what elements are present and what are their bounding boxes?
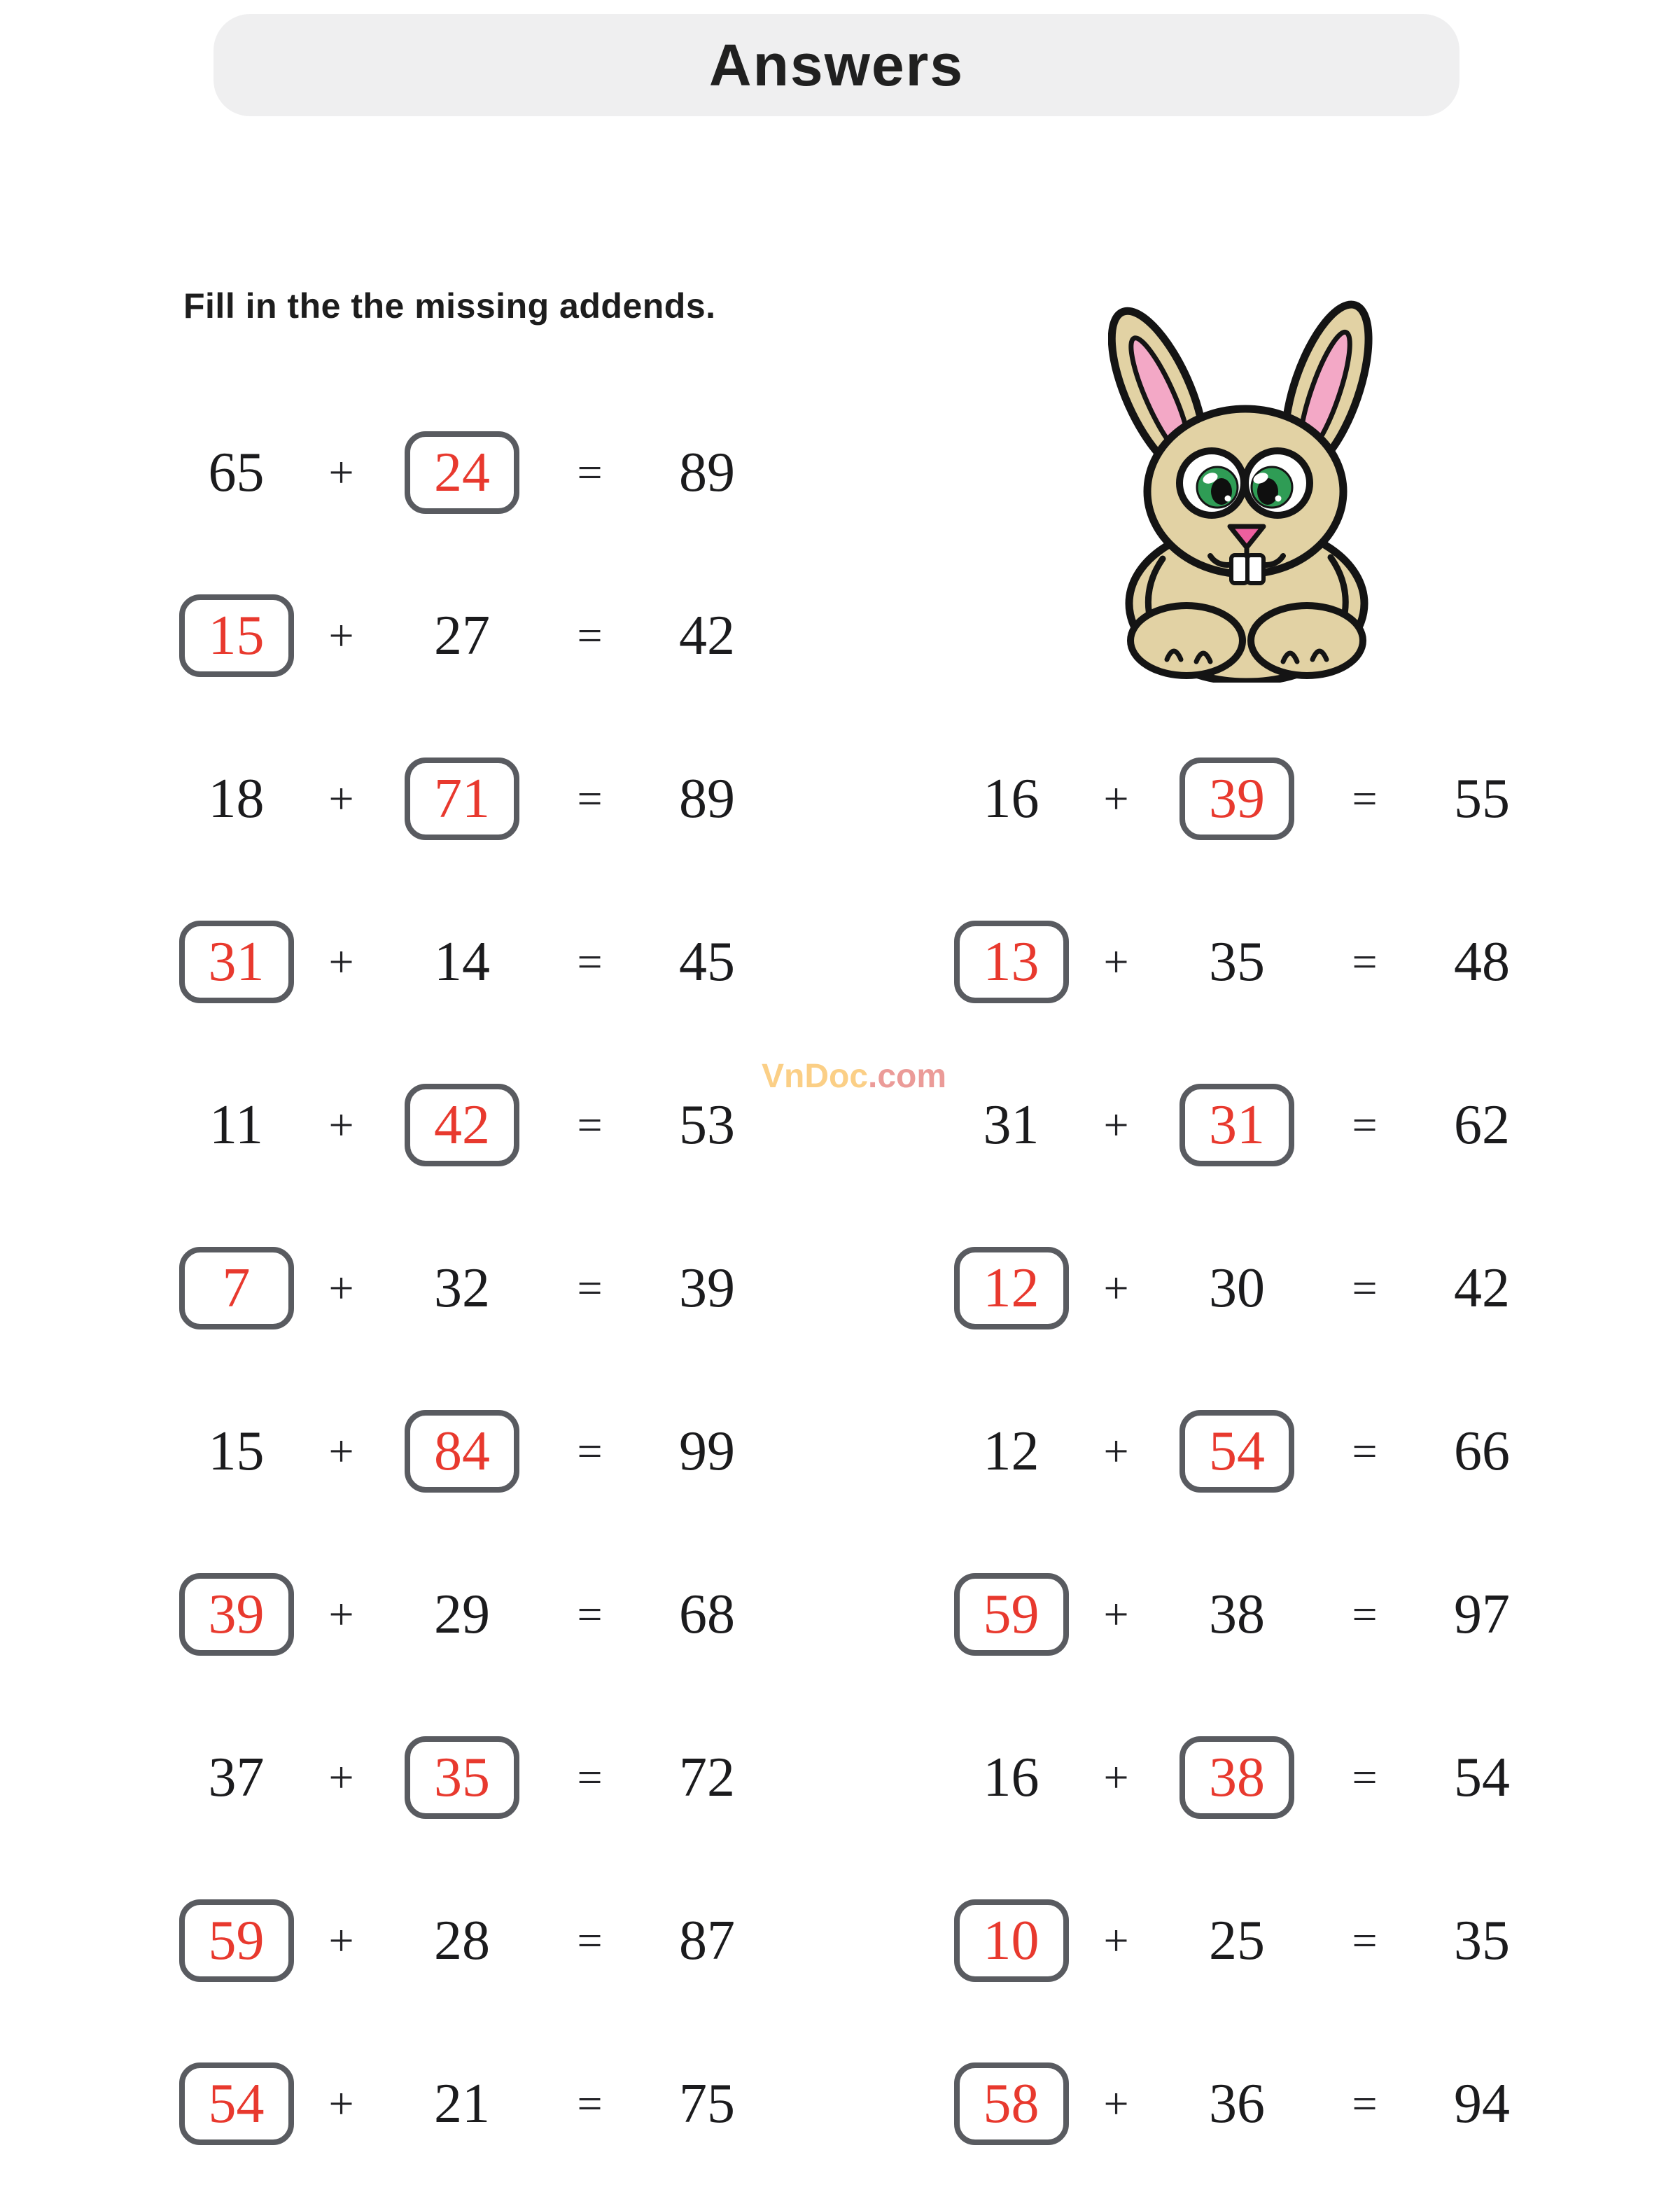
missing-addend-cell xyxy=(946,1573,1076,1656)
missing-addend-value: 7 xyxy=(222,1257,251,1319)
addend-second: 38 xyxy=(1209,1583,1265,1645)
title-banner xyxy=(214,14,1460,116)
plus-sign: + xyxy=(1103,773,1129,823)
sum-value: 87 xyxy=(679,1909,735,1971)
sum-value: 94 xyxy=(1454,2072,1510,2135)
missing-addend-value: 15 xyxy=(208,604,265,666)
sum-value: 35 xyxy=(1454,1909,1510,1971)
sum-value: 39 xyxy=(679,1257,735,1319)
sum-value: 62 xyxy=(1454,1094,1510,1156)
missing-addend-box xyxy=(179,594,294,677)
equation-row xyxy=(172,391,777,554)
plus-sign: + xyxy=(1103,1425,1129,1476)
missing-addend-value: 39 xyxy=(1209,767,1265,830)
missing-addend-box xyxy=(405,1736,519,1819)
addend-second: 35 xyxy=(1209,930,1265,993)
plus-sign: + xyxy=(1103,1262,1129,1313)
missing-addend-value: 59 xyxy=(208,1909,265,1971)
missing-addend-cell xyxy=(382,1736,542,1819)
missing-addend-cell xyxy=(172,1247,301,1329)
plus-sign: + xyxy=(328,1915,354,1965)
equals-sign: = xyxy=(577,773,603,823)
instruction-text: Fill in the the missing addends. xyxy=(183,286,716,326)
missing-addend-cell xyxy=(1156,1736,1317,1819)
sum-value: 89 xyxy=(679,767,735,830)
addend-first: 15 xyxy=(208,1420,265,1482)
addend-first: 16 xyxy=(983,767,1040,830)
equals-sign: = xyxy=(577,1589,603,1639)
equation-row xyxy=(946,2022,1552,2185)
equals-sign: = xyxy=(1352,1425,1378,1476)
equals-sign: = xyxy=(577,2078,603,2128)
equals-sign: = xyxy=(1352,2078,1378,2128)
missing-addend-box xyxy=(954,1899,1069,1982)
missing-addend-value: 31 xyxy=(208,930,265,993)
addend-first: 16 xyxy=(983,1746,1040,1808)
missing-addend-cell xyxy=(382,1410,542,1493)
equation-row xyxy=(946,1859,1552,2022)
missing-addend-box xyxy=(179,1573,294,1656)
missing-addend-box xyxy=(405,1410,519,1493)
addend-first: 18 xyxy=(208,767,265,830)
missing-addend-value: 13 xyxy=(983,930,1040,993)
problems-column-left xyxy=(172,391,777,2185)
plus-sign: + xyxy=(1103,1099,1129,1150)
equation-row xyxy=(172,1859,777,2022)
addend-first: 11 xyxy=(209,1094,264,1156)
missing-addend-box xyxy=(1180,1410,1294,1493)
missing-addend-value: 71 xyxy=(434,767,490,830)
equation-row xyxy=(946,1043,1552,1206)
addend-second: 29 xyxy=(434,1583,490,1645)
missing-addend-value: 42 xyxy=(434,1094,490,1156)
equals-sign: = xyxy=(1352,1752,1378,1802)
missing-addend-cell xyxy=(172,2062,301,2145)
missing-addend-cell xyxy=(382,758,542,840)
sum-value: 89 xyxy=(679,441,735,503)
equals-sign: = xyxy=(1352,1915,1378,1965)
missing-addend-cell xyxy=(1156,758,1317,840)
equals-sign: = xyxy=(577,610,603,660)
missing-addend-cell xyxy=(172,594,301,677)
equals-sign: = xyxy=(1352,1589,1378,1639)
missing-addend-cell xyxy=(946,1247,1076,1329)
sum-value: 75 xyxy=(679,2072,735,2135)
addend-second: 32 xyxy=(434,1257,490,1319)
sum-value: 68 xyxy=(679,1583,735,1645)
plus-sign: + xyxy=(328,1589,354,1639)
missing-addend-box xyxy=(179,2062,294,2145)
sum-value: 45 xyxy=(679,930,735,993)
missing-addend-cell xyxy=(172,1899,301,1982)
addend-second: 25 xyxy=(1209,1909,1265,1971)
plus-sign: + xyxy=(1103,1915,1129,1965)
equals-sign: = xyxy=(577,1262,603,1313)
plus-sign: + xyxy=(328,447,354,497)
equation-row xyxy=(172,554,777,717)
missing-addend-box xyxy=(954,1247,1069,1329)
bunny-icon xyxy=(1108,280,1388,683)
missing-addend-box xyxy=(405,431,519,514)
missing-addend-box xyxy=(179,921,294,1003)
equation-row xyxy=(172,717,777,880)
watermark xyxy=(762,1057,946,1096)
sum-value: 42 xyxy=(679,604,735,666)
plus-sign: + xyxy=(328,1262,354,1313)
equals-sign: = xyxy=(1352,1099,1378,1150)
missing-addend-cell xyxy=(1156,1410,1317,1493)
addend-first: 12 xyxy=(983,1420,1040,1482)
watermark-brand: VnDoc xyxy=(762,1058,869,1095)
plus-sign: + xyxy=(328,1752,354,1802)
missing-addend-box xyxy=(954,921,1069,1003)
sum-value: 42 xyxy=(1454,1257,1510,1319)
missing-addend-value: 38 xyxy=(1209,1746,1265,1808)
sum-value: 72 xyxy=(679,1746,735,1808)
missing-addend-box xyxy=(954,1573,1069,1656)
plus-sign: + xyxy=(328,1099,354,1150)
problems-column-right xyxy=(946,717,1552,2185)
missing-addend-box xyxy=(405,1084,519,1166)
equation-row xyxy=(946,880,1552,1043)
missing-addend-cell xyxy=(946,1899,1076,1982)
missing-addend-box xyxy=(405,758,519,840)
missing-addend-cell xyxy=(946,921,1076,1003)
addend-second: 27 xyxy=(434,604,490,666)
addend-second: 28 xyxy=(434,1909,490,1971)
sum-value: 54 xyxy=(1454,1746,1510,1808)
addend-second: 21 xyxy=(434,2072,490,2135)
missing-addend-box xyxy=(179,1899,294,1982)
sum-value: 97 xyxy=(1454,1583,1510,1645)
missing-addend-value: 35 xyxy=(434,1746,490,1808)
equation-row xyxy=(172,1206,777,1369)
addend-first: 31 xyxy=(983,1094,1040,1156)
equals-sign: = xyxy=(577,447,603,497)
missing-addend-cell xyxy=(382,431,542,514)
missing-addend-value: 31 xyxy=(1209,1094,1265,1156)
missing-addend-box xyxy=(179,1247,294,1329)
missing-addend-cell xyxy=(1156,1084,1317,1166)
plus-sign: + xyxy=(328,2078,354,2128)
missing-addend-value: 24 xyxy=(434,441,490,503)
missing-addend-value: 84 xyxy=(434,1420,490,1482)
missing-addend-box xyxy=(1180,758,1294,840)
plus-sign: + xyxy=(1103,1589,1129,1639)
missing-addend-value: 59 xyxy=(983,1583,1040,1645)
plus-sign: + xyxy=(1103,2078,1129,2128)
equals-sign: = xyxy=(1352,1262,1378,1313)
equation-row xyxy=(946,1206,1552,1369)
page-title: Answers xyxy=(708,32,965,98)
sum-value: 55 xyxy=(1454,767,1510,830)
equation-row xyxy=(172,1043,777,1206)
sum-value: 99 xyxy=(679,1420,735,1482)
sum-value: 53 xyxy=(679,1094,735,1156)
missing-addend-box xyxy=(1180,1084,1294,1166)
plus-sign: + xyxy=(328,773,354,823)
equals-sign: = xyxy=(577,936,603,986)
equals-sign: = xyxy=(577,1915,603,1965)
equation-row xyxy=(172,1533,777,1696)
addend-second: 36 xyxy=(1209,2072,1265,2135)
plus-sign: + xyxy=(328,1425,354,1476)
equals-sign: = xyxy=(577,1425,603,1476)
addend-second: 30 xyxy=(1209,1257,1265,1319)
watermark-suffix: .com xyxy=(868,1058,947,1095)
missing-addend-value: 10 xyxy=(983,1909,1040,1971)
missing-addend-value: 54 xyxy=(1209,1420,1265,1482)
sum-value: 48 xyxy=(1454,930,1510,993)
equals-sign: = xyxy=(577,1099,603,1150)
addend-first: 37 xyxy=(208,1746,265,1808)
equation-row xyxy=(172,1696,777,1859)
missing-addend-value: 12 xyxy=(983,1257,1040,1319)
equation-row xyxy=(172,2022,777,2185)
sum-value: 66 xyxy=(1454,1420,1510,1482)
missing-addend-box xyxy=(954,2062,1069,2145)
equation-row xyxy=(172,880,777,1043)
addend-second: 14 xyxy=(434,930,490,993)
missing-addend-cell xyxy=(946,2062,1076,2145)
plus-sign: + xyxy=(1103,936,1129,986)
missing-addend-value: 58 xyxy=(983,2072,1040,2135)
equals-sign: = xyxy=(577,1752,603,1802)
missing-addend-cell xyxy=(172,1573,301,1656)
equals-sign: = xyxy=(1352,936,1378,986)
missing-addend-value: 54 xyxy=(208,2072,265,2135)
plus-sign: + xyxy=(328,936,354,986)
equation-row xyxy=(946,717,1552,880)
equation-row xyxy=(946,1696,1552,1859)
equation-row xyxy=(946,1369,1552,1533)
equation-row xyxy=(946,1533,1552,1696)
equals-sign: = xyxy=(1352,773,1378,823)
missing-addend-cell xyxy=(382,1084,542,1166)
missing-addend-box xyxy=(1180,1736,1294,1819)
plus-sign: + xyxy=(1103,1752,1129,1802)
plus-sign: + xyxy=(328,610,354,660)
missing-addend-value: 39 xyxy=(208,1583,265,1645)
missing-addend-cell xyxy=(172,921,301,1003)
equation-row xyxy=(172,1369,777,1533)
addend-first: 65 xyxy=(208,441,265,503)
